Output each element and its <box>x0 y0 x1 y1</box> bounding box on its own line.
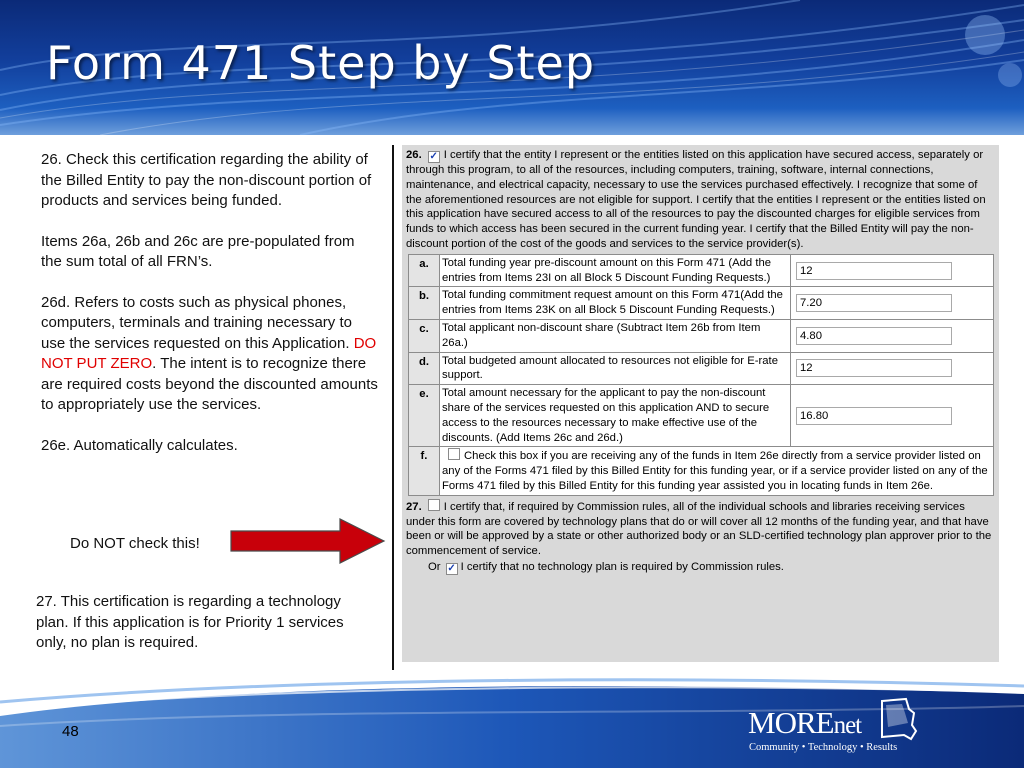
table-row <box>409 352 994 385</box>
note-item-26d <box>41 293 379 416</box>
note-26d-text-end: . The intent is to recognize there are required costs beyond the discounted amounts to appropriately use the services. <box>41 355 378 413</box>
item-26c-input[interactable]: 4.80 <box>796 327 952 345</box>
item-27-certification <box>406 499 995 559</box>
row-description: Total funding commitment request amount on this Form 471(Add the entries from Items 23K on all Block 5 Discount Funding Requests.) <box>440 287 791 320</box>
missouri-state-outline-icon <box>876 695 918 743</box>
table-row <box>409 287 994 320</box>
row-label: e. <box>409 385 440 447</box>
item-26a-input[interactable]: 12 <box>796 262 952 280</box>
row-label: b. <box>409 287 440 320</box>
logo-wordmark <box>748 705 861 741</box>
no-tech-plan-checkbox[interactable]: ✓ <box>447 562 456 574</box>
row-description: Total applicant non-discount share (Subtract Item 26b from Item 26a.) <box>440 319 791 352</box>
explanation-text <box>41 150 379 476</box>
do-not-put-zero-warning: DO NOT PUT ZERO <box>41 334 377 372</box>
or-label: Or <box>428 560 441 573</box>
form-471-screenshot <box>402 145 999 662</box>
logo-word-net: net <box>833 712 862 739</box>
item-26f-checkbox[interactable] <box>448 448 460 460</box>
page-number: 48 <box>62 723 79 740</box>
item-27-text: I certify that, if required by Commission rules, all of the individual schools and libraries receiving services under this form are covered by technology plans that do or will cover all 12 months of the funding year, and that have been or will be approved by a state or other authorized body or an SLD-certified technology plan approver prior to the commencement of service. <box>406 500 992 558</box>
item-26f-text: Check this box if you are receiving any of the funds in Item 26e directly from a service provider listed on any of the Forms 471 filed by this Billed Entity for this funding year, or if a service provider listed on any of the Forms 471 filed by this Billed Entity for this funding year assisted you in locating funds in Item 26e. <box>442 450 988 492</box>
item-26-subitems-table <box>408 254 994 496</box>
logo-word-main: MORE <box>748 705 834 740</box>
item-26-checkbox[interactable]: ✓ <box>429 151 438 162</box>
row-label: f. <box>409 447 440 495</box>
note-item-26e: 26e. Automatically calculates. <box>41 436 238 454</box>
row-label: a. <box>409 254 440 287</box>
row-label: c. <box>409 319 440 352</box>
item-26e-input[interactable]: 16.80 <box>796 407 952 425</box>
no-tech-plan-line <box>406 560 995 575</box>
table-row <box>409 319 994 352</box>
note-26d-text: 26d. Refers to costs such as physical phones, computers, terminals and training necessary to use the services requested on this Application. <box>41 293 354 352</box>
row-description: Total amount necessary for the applicant to pay the non-discount share of the services requested on this application AND to secure access to the resources necessary to make effective use of the discounts. (Add Items 26c and 26d.) <box>440 385 791 447</box>
divider-line <box>392 145 394 670</box>
item-26-certification <box>406 148 995 252</box>
slide-title: Form 471 Step by Step <box>46 36 596 90</box>
item-26-text: I certify that the entity I represent or the entities listed on this application have secured access, separately or through this program, to all of the resources, including computers, training, software, internal connections, maintenance, and electrical capacity, necessary to use the services purchased effectively. I recognize that some of the aforementioned resources are not eligible for support. I certify that the entities I represent or the entities listed on this application have secured access to all of the resources to pay the discounted charges for eligible services from funds to which access has been secured in the current funding year. I certify that the Billed Entity will pay the non-discount portion of the cost of the goods and services to the service provider(s). <box>406 149 986 250</box>
item-26-number: 26. <box>406 149 422 161</box>
logo-tagline: Community • Technology • Results <box>749 742 898 753</box>
do-not-check-label: Do NOT check this! <box>70 535 200 552</box>
item-26b-input[interactable]: 7.20 <box>796 294 952 312</box>
item-27-number: 27. <box>406 500 422 513</box>
no-tech-plan-text: I certify that no technology plan is required by Commission rules. <box>460 560 784 573</box>
note-item-27: 27. This certification is regarding a technology plan. If this application is for Priority 1 services only, no plan is required. <box>36 593 344 651</box>
item-26d-input[interactable]: 12 <box>796 359 952 377</box>
table-row <box>409 254 994 287</box>
item-27-checkbox[interactable] <box>428 499 440 511</box>
note-item-26: 26. Check this certification regarding the ability of the Billed Entity to pay the non-discount portion of products and services being funded. <box>41 151 372 209</box>
morenet-logo <box>748 695 938 757</box>
row-description: Total funding year pre-discount amount on this Form 471 (Add the entries from Items 23I on all Block 5 Discount Funding Requests.) <box>440 254 791 287</box>
header-banner <box>0 0 1024 135</box>
row-description: Total budgeted amount allocated to resources not eligible for E-rate support. <box>440 352 791 385</box>
table-row <box>409 385 994 447</box>
red-arrow-icon <box>230 518 386 564</box>
row-label: d. <box>409 352 440 385</box>
note-items-26abc: Items 26a, 26b and 26c are pre-populated from the sum total of all FRN’s. <box>41 232 355 270</box>
table-row <box>409 447 994 495</box>
item-26f-cell <box>440 447 994 495</box>
